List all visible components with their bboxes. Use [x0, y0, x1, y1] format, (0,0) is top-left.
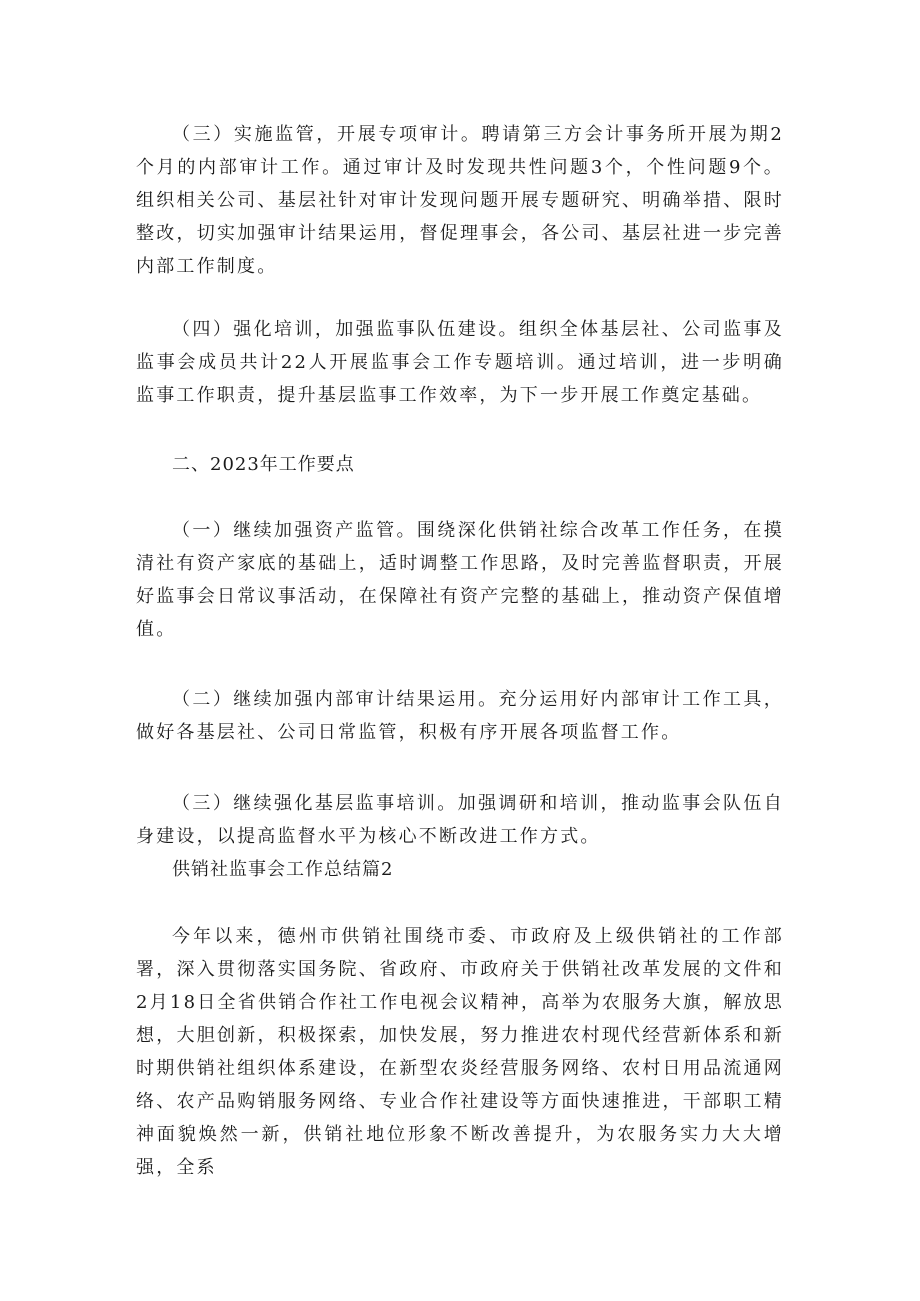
paragraph-supervisor-training: （三）继续强化基层监事培训。加强调研和培训，推动监事会队伍自身建设，以提高监督水平为核心不断改进工作方式。 [136, 793, 784, 847]
paragraph-internal-audit: （二）继续加强内部审计结果运用。充分运用好内部审计工作工具，做好各基层社、公司日常监管，积极有序开展各项监督工作。 [136, 689, 784, 743]
paragraph-audit: （三）实施监管，开展专项审计。聘请第三方会计事务所开展为期2个月的内部审计工作。通过审计及时发现共性问题3个，个性问题9个。组织相关公司、基层社针对审计发现问题开展专题研究、明确举措、限时整改，切实加强审计结果运用，督促理事会，各公司、基层社进一步完善内部工作制度。 [136, 124, 784, 277]
paragraph-training: （四）强化培训，加强监事队伍建设。组织全体基层社、公司监事及监事会成员共计22人开展监事会工作专题培训。通过培训，进一步明确监事工作职责，提升基层监事工作效率，为下一步开展工作奠定基础。 [136, 319, 784, 406]
paragraph-asset-supervision: （一）继续加强资产监管。围绕深化供销社综合改革工作任务，在摸清社有资产家底的基础上，适时调整工作思路，及时完善监督职责，开展好监事会日常议事活动，在保障社有资产完整的基础上，推动资产保值增值。 [136, 520, 784, 640]
paragraph-summary-intro: 今年以来，德州市供销社围绕市委、市政府及上级供销社的工作部署，深入贯彻落实国务院、省政府、市政府关于供销社改革发展的文件和2月18日全省供销合作社工作电视会议精神，高举为农服务大旗，解放思想，大胆创新，积极探索，加快发展，努力推进农村现代经营新体系和新时期供销社组织体系建设，在新型农炎经营服务网络、农村日用品流通网络、农产品购销服务网络、专业合作社建设等方面快速推进，干部职工精神面貌焕然一新，供销社地位形象不断改善提升，为农服务实力大大增强，全系 [136, 926, 784, 1178]
article-title: 供销社监事会工作总结篇2 [172, 859, 394, 880]
section-heading-2023: 二、2023年工作要点 [172, 454, 355, 475]
